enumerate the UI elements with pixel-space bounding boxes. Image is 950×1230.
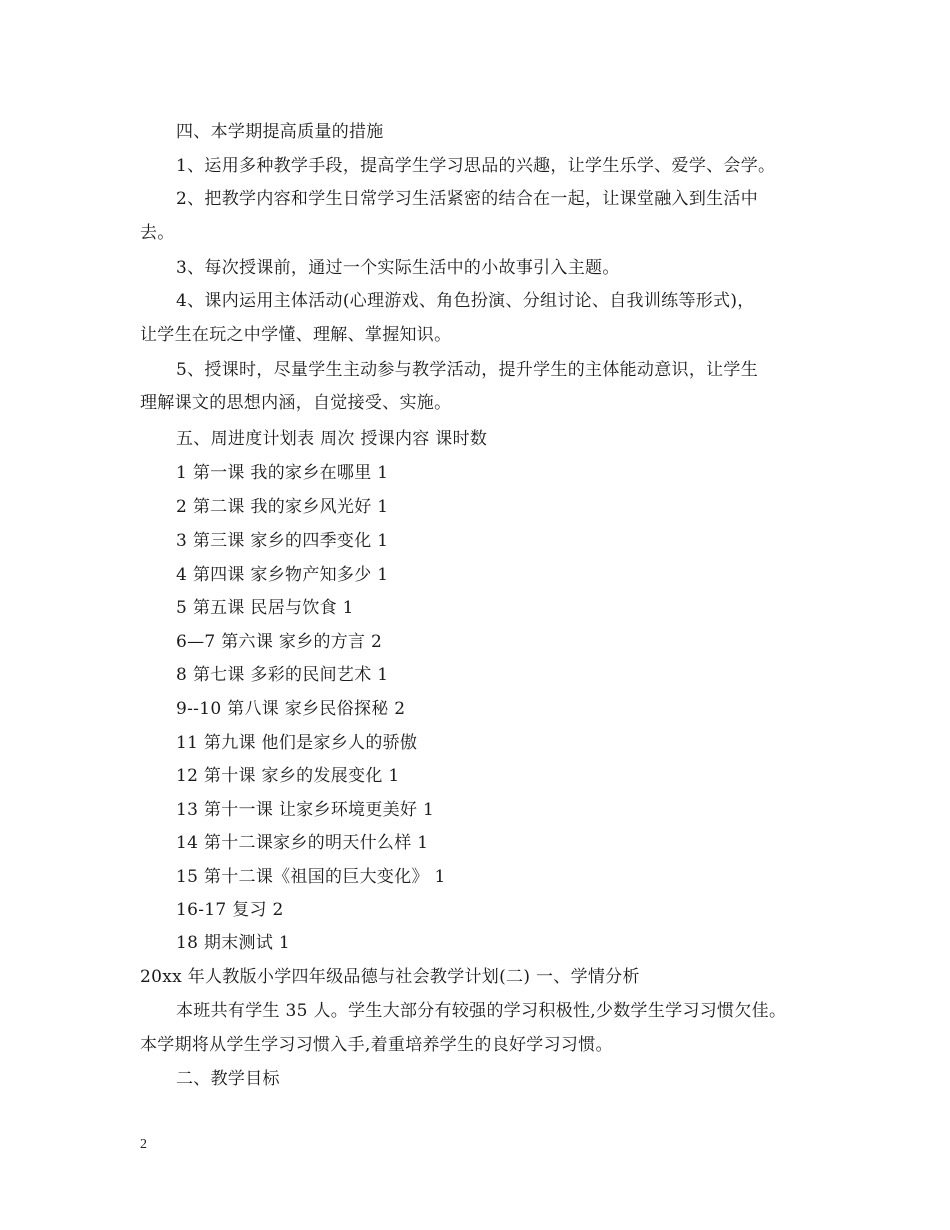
schedule-row: 14 第十二课家乡的明天什么样 1 xyxy=(176,833,429,853)
paragraph-line: 让学生在玩之中学懂、理解、掌握知识。 xyxy=(140,325,452,345)
paragraph-line: 本班共有学生 35 人。学生大部分有较强的学习积极性,少数学生学习习惯欠佳。 xyxy=(176,1001,787,1021)
schedule-row: 6—7 第六课 家乡的方言 2 xyxy=(176,632,383,652)
schedule-row: 9--10 第八课 家乡民俗探秘 2 xyxy=(176,699,406,719)
schedule-row: 2 第二课 我的家乡风光好 1 xyxy=(176,497,389,517)
paragraph-line: 5、授课时，尽量学生主动参与教学活动，提升学生的主体能动意识，让学生 xyxy=(176,360,759,380)
schedule-row: 18 期末测试 1 xyxy=(176,933,290,953)
schedule-row: 15 第十二课《祖国的巨大变化》 1 xyxy=(176,867,446,887)
schedule-row: 1 第一课 我的家乡在哪里 1 xyxy=(176,463,389,483)
paragraph-line: 去。 xyxy=(140,223,175,243)
schedule-row: 16-17 复习 2 xyxy=(176,900,284,920)
section-heading-goals: 二、教学目标 xyxy=(176,1069,280,1089)
paragraph-line: 1、运用多种教学手段，提高学生学习思品的兴趣，让学生乐学、爱学、会学。 xyxy=(176,156,776,176)
section-heading-measures: 四、本学期提高质量的措施 xyxy=(176,122,384,142)
paragraph-line: 3、每次授课前，通过一个实际生活中的小故事引入主题。 xyxy=(176,258,620,278)
schedule-row: 3 第三课 家乡的四季变化 1 xyxy=(176,531,389,551)
schedule-row: 12 第十课 家乡的发展变化 1 xyxy=(176,766,400,786)
schedule-row: 11 第九课 他们是家乡人的骄傲 xyxy=(176,733,418,753)
section-heading-schedule: 五、周进度计划表 周次 授课内容 课时数 xyxy=(176,429,488,449)
paragraph-line: 2、把教学内容和学生日常学习生活紧密的结合在一起，让课堂融入到生活中 xyxy=(176,189,759,209)
page-number: 2 xyxy=(140,1137,147,1152)
paragraph-line: 本学期将从学生学习习惯入手,着重培养学生的良好学习习惯。 xyxy=(140,1035,613,1055)
paragraph-line: 理解课文的思想内涵，自觉接受、实施。 xyxy=(140,393,452,413)
schedule-row: 4 第四课 家乡物产知多少 1 xyxy=(176,565,389,585)
schedule-row: 5 第五课 民居与饮食 1 xyxy=(176,598,354,618)
schedule-row: 8 第七课 多彩的民间艺术 1 xyxy=(176,665,389,685)
plan-title-line: 20xx 年人教版小学四年级品德与社会教学计划(二) 一、学情分析 xyxy=(140,967,640,987)
schedule-row: 13 第十一课 让家乡环境更美好 1 xyxy=(176,800,435,820)
paragraph-line: 4、课内运用主体活动(心理游戏、角色扮演、分组讨论、自我训练等形式)， xyxy=(176,291,755,311)
